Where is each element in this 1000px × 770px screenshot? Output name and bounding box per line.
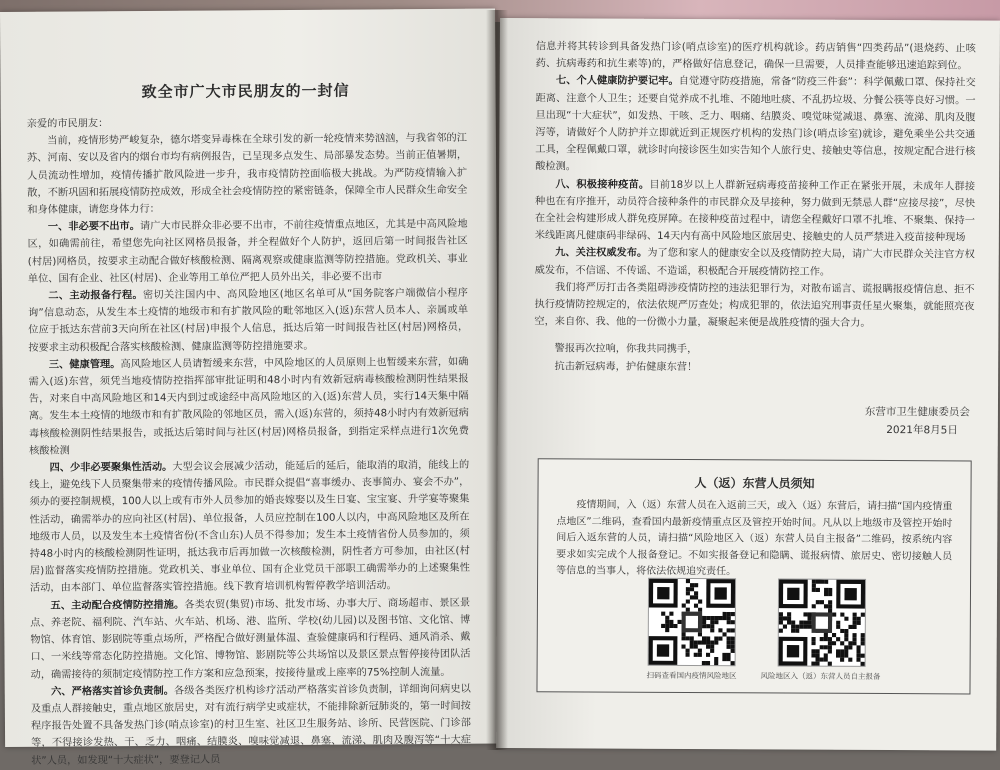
section-5 bbox=[30, 594, 471, 683]
section-8 bbox=[535, 176, 975, 247]
section-7 bbox=[535, 73, 976, 179]
section-6-heading: 六、严格落实首诊负责制。 bbox=[51, 685, 175, 698]
intro-paragraph: 当前，疫情形势严峻复杂，德尔塔变异毒株在全球引发的新一轮疫情来势汹汹，与我省邻的江苏、河南、安以及省内的烟台市均有病例报告，已呈现多点发生、局部暴发态势。当前正值暑期，人员流动性增加，疫情传播扩散风险进一步升，我市疫情防控面临极大挑战。为严防疫情输入扩散，不断巩固和拓展疫情防控成效，形成全社会疫情防控的紧密链条，保障全市人民群众生命安全和身体健康，请您身体力行： bbox=[26, 132, 468, 216]
section-8-heading: 八、积极接种疫苗。 bbox=[555, 178, 650, 191]
section-1-body: 请广大市民群众非必要不出市，不前往疫情重点地区，尤其是中高风险地区，如确需前往，希望您先向社区网格员报备，并全程做好个人防护，返回后第一时间报告社区(村居)网格员，按要求主动配合做好核酸检测、隔离观察或健康监测等防控措施。党政机关、事业单位、国有企业、社区(村居)、企业等用工单位严把人员外出关，非必要不出市 bbox=[27, 218, 468, 285]
section-1-heading: 一、非必要不出市。 bbox=[47, 221, 141, 233]
left-page bbox=[0, 9, 500, 767]
section-5-heading: 五、主动配合疫情防控措施。 bbox=[50, 599, 185, 612]
closing-line-1: 警报再次拉响，你我共同携手， bbox=[554, 343, 698, 356]
notice-box bbox=[536, 458, 971, 694]
section-2-heading: 二、主动报备行程。 bbox=[48, 290, 144, 302]
qr-caption-2: 风险地区入（返）东营人员自主报备 bbox=[760, 671, 881, 682]
greeting: 亲爱的市民朋友： bbox=[26, 118, 109, 130]
law-paragraph: 我们将严厉打击各类阻碍涉疫情防控的违法犯罪行为，对散布谣言、谎报瞒报疫情信息、拒不执行疫情防控规定的，依法依规严厉查处；构成犯罪的，依法追究刑事责任星火聚集，就能照亮夜空，来自你、我、他的一份微小力量，凝聚起来便是战胜疫情的强大合力。 bbox=[534, 282, 975, 330]
section-3-body: 高风险地区人员请暂缓来东营，中风险地区的人员原则上也暂缓来东营，如确需入(返)东营，须凭当地疫情防控指挥部审批证明和48小时内有效新冠病毒核酸检测阴性结果报告，对来自中高风险地区和14天内到过或途经中高风险地区的入(返)东营人员，实行14天集中隔离。发生本土疫情的地级市和有扩散风险的邻地区员，需入(返)东营的，须持48小时内有效新冠病毒核酸检测阴性结果报告，或抵达后第时间与社区(村居)网格员报备，到指定采样点进行1次免费核酸检测 bbox=[28, 356, 469, 457]
section-3 bbox=[28, 354, 469, 460]
section-9-heading: 九、关注权威发布。 bbox=[555, 247, 648, 260]
section-1 bbox=[27, 216, 467, 288]
section-2-body: 密切关注国内中、高风险地区(地区名单可从“国务院客户端微信小程序询”信息动态，从发生本土疫情的地级市和有扩散风险的毗邻地区入(返)东营人员本人、亲属或单位应于抵达东营前3天向所在社区(村居)申报个人信息，抵达后第一时间报告社区(村居)网格员，按要求主动积极配合落实核酸检测、健康监测等防控措施要求。 bbox=[28, 287, 469, 354]
letter-title: 致全市广大市民朋友的一封信 bbox=[141, 81, 350, 102]
right-body bbox=[534, 38, 976, 460]
book-gutter bbox=[486, 10, 508, 750]
section-4-heading: 四、少非必要聚集性活动。 bbox=[49, 461, 173, 474]
closing-line-2: 抗击新冠病毒，护佑健康东营！ bbox=[554, 360, 698, 373]
section-9-body: 为了您和家人的健康安全以及疫情防控大局，请广大市民群众关注官方权威发布，不信谣、不传谣、不造谣，积极配合开展疫情防控工作。 bbox=[534, 248, 975, 278]
section-4-body: 大型会议会展减少活动，能延后的延后，能取消的取消，能线上的线上，避免线下人员聚集带来的疫情传播风险。市民群众提倡“喜事缓办、丧事简办、宴会不办”，须办的要控制规模，100人以上或有市外人员参加的婚丧嫁娶以及生日宴、宝宝宴、升学宴等聚集性活动，确需举办的应向社区(村居)、单位报备，人员应控制在100人以内，中高风险地区及所在地级市人员，以及发生本土疫情省份(不含山东)人员不得参加；发生本土疫情省份人员参加的，须持48小时内的核酸检测阴性证明，抵达我市后再加做一次核酸检测，阴性者方可参加，由社区(村居)监督落实疫情防控措施。党政机关、事业单位、国有企业党员干部职工确需举办的上述聚集性活动，由本部门、单位监督落实管控措施。线下教育培训机构暂停教学培训活动。 bbox=[29, 459, 470, 595]
notice-paragraph: 疫情期间，入（返）东营人员在入返前三天，或入（返）东营后，请扫描“国内疫情重点地区”二维码，查看国内最新疫情重点区及管控开始时间。凡从以上地级市及管控开始时间后入返东营的人员，请扫描“风险地区入（返）东营人员自主报备”二维码，按系统内容要求如实完成个人报备登记。不如实报备登记和隐瞒、谎报病情、旅居史、密切接触人员等信息的当事人，将依法依规追究责任。 bbox=[556, 499, 953, 578]
section-7-heading: 七、个人健康防护要记牢。 bbox=[556, 75, 679, 88]
continued-text: 信息并将其转诊到具备发热门诊(哨点诊室)的医疗机构就诊。药店销售“四类药品”(退烧药、止咳药、抗病毒药和抗生素等)的，严格做好信息登记，确保一旦需要，人员排查能够迅速追踪到位。 bbox=[535, 41, 976, 72]
notice-body bbox=[556, 497, 952, 582]
section-8-body: 目前18岁以上人群新冠病毒疫苗接种工作正在紧张开展，未成年人群接种也在有序推开，动员符合接种条件的市民群众及早接种，努力做到无禁忌人群“应接尽接”，尽快在全社会构建形成人群免疫屏障。在接种疫苗过程中，请您全程戴好口罩不扎堆、不聚集、保持一米线距离凡健康码非绿码、14天内有高中风险地区旅居史、接触史的人员严禁进入疫苗接种现场 bbox=[534, 179, 976, 244]
qr-caption-1: 扫码查看国内疫情风险地区 bbox=[646, 670, 737, 681]
section-3-heading: 三、健康管理。 bbox=[48, 359, 121, 371]
section-5-body: 各类农贸(集贸)市场、批发市场、办事大厅、商场超市、景区景点、养老院、福利院、汽车站、火车站、机场、港、监所、学校(幼儿园)以及图书馆、文化馆、博物馆、体育馆、影剧院等重点场所，严格配合做好测量体温、查验健康码和行程码、通风消杀、戴口、一米线等常态化防控措施。文化馆、博物馆、影剧院等公共场馆以及景区景点暂停接待团队活动，确需接待的须制定疫情防控工作方案和应急预案，按接待量或上座率的75%控制人流量。 bbox=[30, 597, 471, 681]
notice-title: 人（返）东营人员须知 bbox=[694, 476, 815, 491]
section-6-body: 各级各类医疗机构诊疗活动严格落实首诊负责制，详细询问病史以及重点人群接触史，重点地区旅居史，对有流行病学史或症状，不能排除新冠肺炎的，第一时间按程序报告处置不具备发热门诊(哨点诊室)的村卫生室、社区卫生服务站、诊所、民营医院、门诊部等，不得接诊发热、干、乏力、咽痛、结膜炎、嗅味觉减退、鼻塞、流涕、肌肉及腹泻等“十大症状”人员，如发现“十大症状”，要登记人员 bbox=[30, 683, 472, 767]
date: 2021年8月5日 bbox=[886, 424, 958, 437]
section-2 bbox=[28, 285, 468, 357]
section-7-body: 自觉遵守防疫措施，常备“防疫三件套”：科学佩戴口罩、保持社交距离、注意个人卫生；还要自觉养成不扎堆、不随地吐痰、不乱扔垃圾、分餐公筷等良好习惯。一旦出现“十大症状”，如发热、干咳、乏力、咽痛、结膜炎、嗅觉味觉减退、鼻塞、流涕、肌肉及腹泻等，请做好个人防护并立即就近到正规医疗机构的发热门诊(哨点诊室)就诊，避免乘坐公共交通工具，全程佩戴口罩，就诊时向接诊医生如实告知个人旅行史、接触史等信息，按规定配合进行核酸检测。 bbox=[535, 76, 976, 173]
right-page bbox=[496, 18, 1000, 751]
signer: 东营市卫生健康委员会 bbox=[864, 405, 970, 419]
qr-icon bbox=[649, 579, 735, 665]
section-9 bbox=[535, 245, 975, 282]
section-4 bbox=[29, 457, 470, 598]
qr-icon bbox=[779, 579, 865, 665]
section-6 bbox=[31, 680, 472, 769]
qr-code-risk-areas[interactable] bbox=[648, 578, 736, 666]
qr-code-self-report[interactable] bbox=[778, 578, 866, 666]
left-body bbox=[26, 113, 472, 767]
